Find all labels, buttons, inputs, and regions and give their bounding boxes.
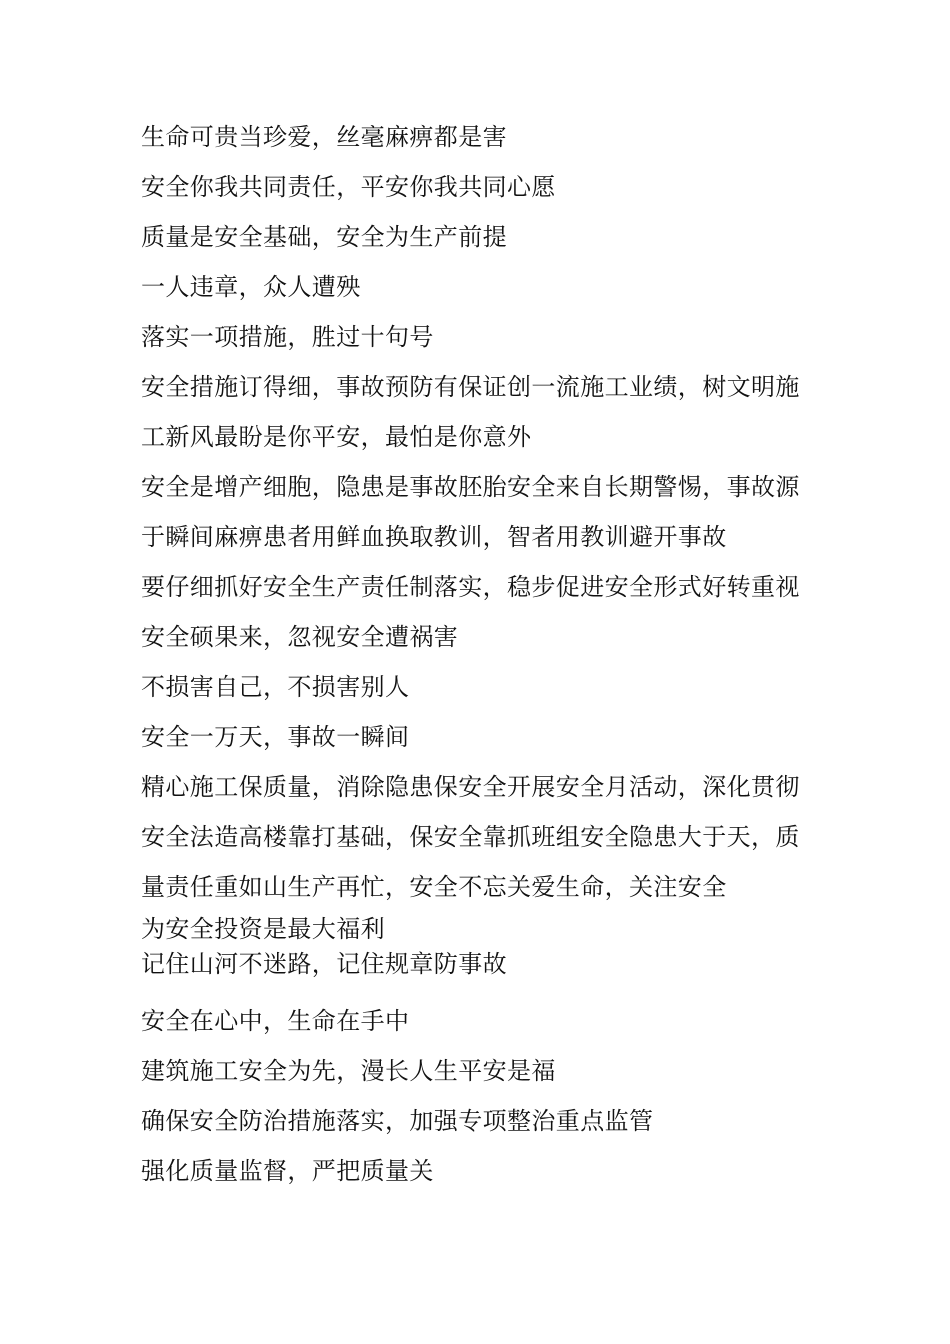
text-line: 安全你我共同责任，平安你我共同心愿 xyxy=(141,173,556,201)
text-line: 量责任重如山生产再忙，安全不忘关爱生命，关注安全 xyxy=(141,873,727,901)
text-line: 要仔细抓好安全生产责任制落实，稳步促进安全形式好转重视 xyxy=(141,573,800,601)
text-line: 建筑施工安全为先，漫长人生平安是福 xyxy=(141,1057,556,1085)
text-line: 安全法造高楼靠打基础，保安全靠抓班组安全隐患大于天，质 xyxy=(141,823,800,851)
text-line: 精心施工保质量，消除隐患保安全开展安全月活动，深化贯彻 xyxy=(141,773,800,801)
text-line: 安全是增产细胞，隐患是事故胚胎安全来自长期警惕，事故源 xyxy=(141,473,800,501)
text-line: 不损害自己，不损害别人 xyxy=(141,673,410,701)
text-line: 强化质量监督，严把质量关 xyxy=(141,1157,434,1185)
text-line: 安全在心中，生命在手中 xyxy=(141,1007,410,1035)
text-line: 落实一项措施，胜过十句号 xyxy=(141,323,434,351)
text-line: 一人违章，众人遭殃 xyxy=(141,273,361,301)
text-line: 安全硕果来，忽视安全遭祸害 xyxy=(141,623,459,651)
text-line: 于瞬间麻痹患者用鲜血换取教训，智者用教训避开事故 xyxy=(141,523,727,551)
text-line: 生命可贵当珍爱，丝毫麻痹都是害 xyxy=(141,123,507,151)
text-line: 确保安全防治措施落实，加强专项整治重点监管 xyxy=(141,1107,654,1135)
text-line: 记住山河不迷路，记住规章防事故 xyxy=(141,950,507,978)
text-line: 为安全投资是最大福利 xyxy=(141,915,385,943)
document-body xyxy=(141,112,831,1196)
text-line: 安全一万天，事故一瞬间 xyxy=(141,723,410,751)
text-line: 安全措施订得细，事故预防有保证创一流施工业绩，树文明施 xyxy=(141,373,800,401)
text-line: 质量是安全基础，安全为生产前提 xyxy=(141,223,507,251)
text-line: 工新风最盼是你平安，最怕是你意外 xyxy=(141,423,532,451)
